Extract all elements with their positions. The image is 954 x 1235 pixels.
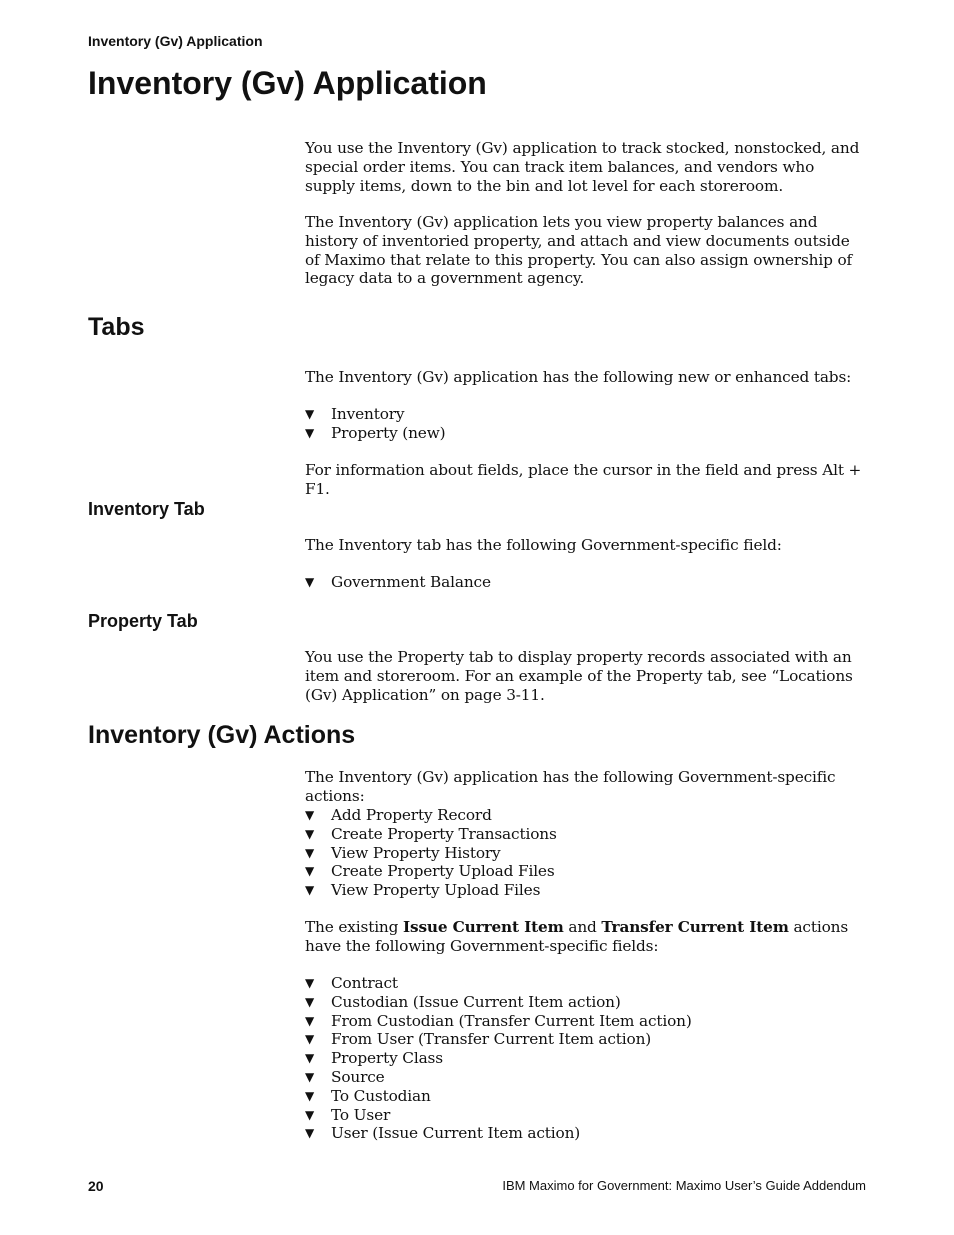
property-tab-text: You use the Property tab to display property records associated with an item and storeroom. For an example of the Property tab, see “Locations (Gv) Application” on page 3-11. bbox=[305, 648, 853, 704]
bullet-triangle-icon: ▼ bbox=[305, 1088, 315, 1103]
list-item: ▼ View Property History bbox=[305, 843, 501, 862]
list-item: ▼ Source bbox=[305, 1067, 385, 1086]
inventory-tab-list bbox=[305, 573, 867, 592]
existing-actions-text: The existing Issue Current Item and Transfer Current Item actions have the following Government-specific fields: bbox=[305, 918, 849, 955]
list-item: ▼ Custodian (Issue Current Item action) bbox=[305, 992, 621, 1011]
list-item: ▼ From Custodian (Transfer Current Item action) bbox=[305, 1011, 692, 1030]
list-item: ▼ From User (Transfer Current Item action) bbox=[305, 1030, 652, 1049]
property-tab-heading: Property Tab bbox=[88, 611, 198, 631]
list-item: ▼ User (Issue Current Item action) bbox=[305, 1124, 581, 1143]
issue-current-item-label: Issue Current Item bbox=[403, 918, 564, 936]
actions-list bbox=[305, 806, 867, 900]
bullet-triangle-icon: ▼ bbox=[305, 1107, 315, 1122]
tabs-intro: The Inventory (Gv) application has the following new or enhanced tabs: bbox=[305, 368, 852, 386]
inventory-tab-intro: The Inventory tab has the following Government-specific field: bbox=[305, 536, 782, 554]
bullet-triangle-icon: ▼ bbox=[305, 1013, 315, 1028]
transfer-current-item-label: Transfer Current Item bbox=[601, 918, 789, 936]
page-number: 20 bbox=[88, 1178, 104, 1194]
bullet-triangle-icon: ▼ bbox=[305, 407, 315, 421]
inventory-tab-heading: Inventory Tab bbox=[88, 499, 205, 519]
bullet-triangle-icon: ▼ bbox=[305, 1032, 315, 1047]
tabs-list bbox=[305, 405, 867, 443]
page-title: Inventory (Gv) Application bbox=[88, 65, 487, 101]
bullet-triangle-icon: ▼ bbox=[305, 575, 315, 589]
footer-book-title: IBM Maximo for Government: Maximo User’s Guide Addendum bbox=[502, 1178, 866, 1193]
intro-paragraph-1: You use the Inventory (Gv) application to track stocked, nonstocked, and special order items. You can track item balances, and vendors who supply items, down to the bin and lot level for each storeroom. bbox=[305, 139, 860, 195]
list-item: ▼ To Custodian bbox=[305, 1086, 431, 1105]
bullet-triangle-icon: ▼ bbox=[305, 845, 315, 860]
list-item: ▼ Create Property Upload Files bbox=[305, 862, 555, 881]
list-item: ▼ View Property Upload Files bbox=[305, 881, 541, 900]
list-item: ▼ Contract bbox=[305, 974, 398, 992]
list-item: ▼ Government Balance bbox=[305, 573, 491, 591]
tabs-note: For information about fields, place the cursor in the field and press Alt + F1. bbox=[305, 461, 862, 498]
list-item: ▼ Property Class bbox=[305, 1049, 443, 1068]
bullet-triangle-icon: ▼ bbox=[305, 1126, 315, 1141]
actions-intro: The Inventory (Gv) application has the following Government-specific actions: bbox=[305, 768, 836, 805]
tabs-heading: Tabs bbox=[88, 313, 145, 341]
intro-paragraph-2: The Inventory (Gv) application lets you view property balances and history of inventoried property, and attach and view documents outside of Maximo that relate to this property. You can also assign ownership of legacy data to a government agency. bbox=[305, 213, 853, 288]
running-header: Inventory (Gv) Application bbox=[88, 33, 263, 49]
list-item: ▼ Create Property Transactions bbox=[305, 824, 557, 843]
bullet-triangle-icon: ▼ bbox=[305, 1069, 315, 1084]
list-item: ▼ Add Property Record bbox=[305, 806, 492, 824]
bullet-triangle-icon: ▼ bbox=[305, 976, 315, 990]
bullet-triangle-icon: ▼ bbox=[305, 425, 315, 440]
list-item: ▼ To User bbox=[305, 1105, 391, 1124]
actions-heading: Inventory (Gv) Actions bbox=[88, 721, 356, 749]
bullet-triangle-icon: ▼ bbox=[305, 808, 315, 822]
list-item: ▼ Property (new) bbox=[305, 423, 446, 442]
bullet-triangle-icon: ▼ bbox=[305, 826, 315, 841]
bullet-triangle-icon: ▼ bbox=[305, 994, 315, 1009]
bullet-triangle-icon: ▼ bbox=[305, 883, 315, 898]
action-fields-list bbox=[305, 974, 867, 1143]
bullet-triangle-icon: ▼ bbox=[305, 864, 315, 879]
bullet-triangle-icon: ▼ bbox=[305, 1051, 315, 1066]
list-item: ▼ Inventory bbox=[305, 405, 405, 423]
